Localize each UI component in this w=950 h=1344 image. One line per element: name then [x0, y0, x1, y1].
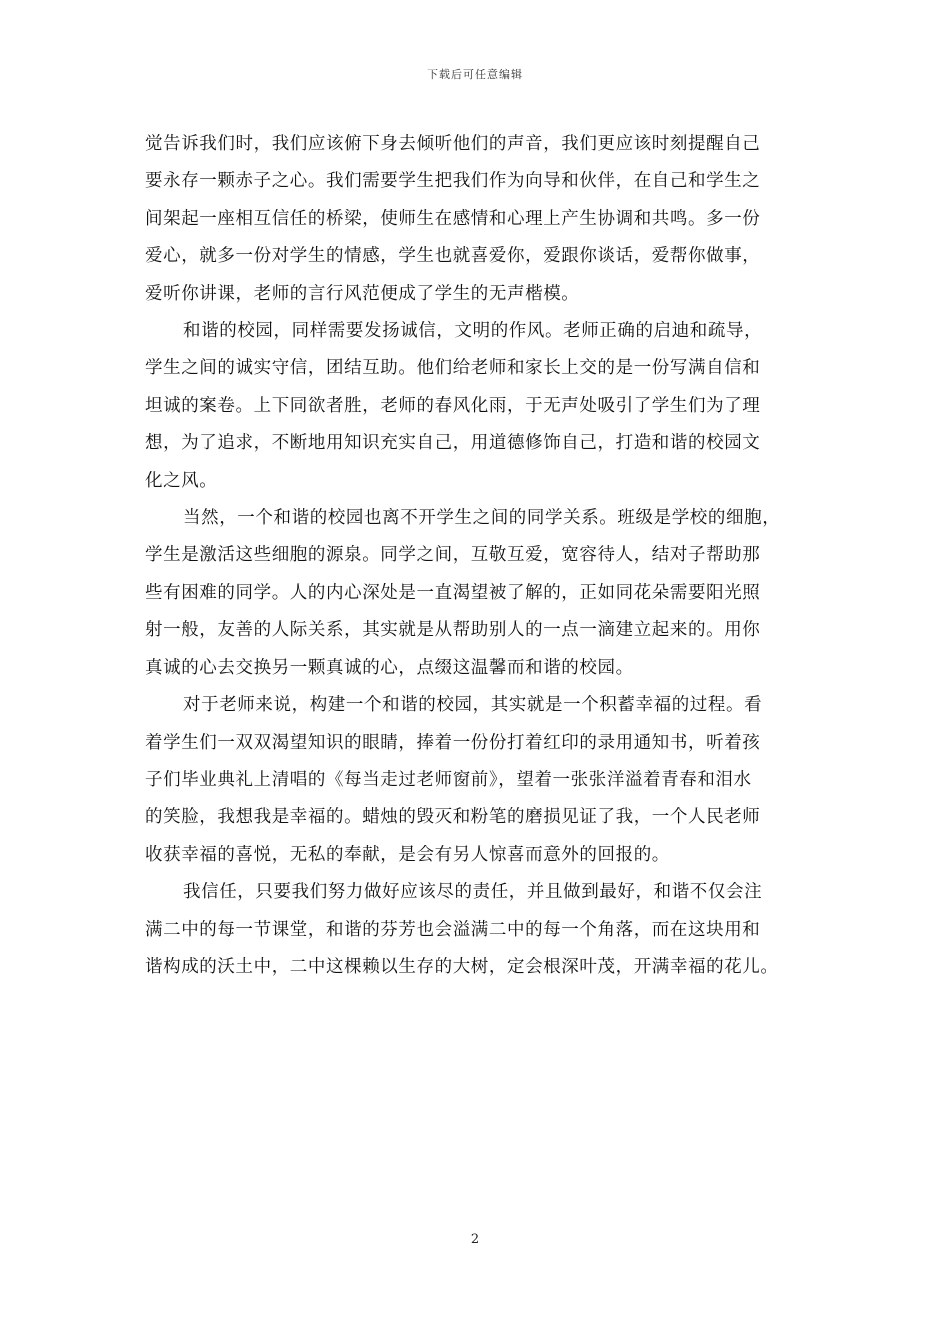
text-line: 的笑脸，我想我是幸福的。蜡烛的毁灭和粉笔的磨损见证了我，一个人民老师 [145, 807, 761, 828]
text-line: 些有困难的同学。人的内心深处是一直渴望被了解的，正如同花朵需要阳光照 [145, 582, 761, 603]
text-line: 当然，一个和谐的校园也离不开学生之间的同学关系。班级是学校的细胞， [183, 508, 781, 529]
text-line: 我信任，只要我们努力做好应该尽的责任，并且做到最好，和谐不仅会注 [183, 882, 763, 903]
text-line: 真诚的心去交换另一颗真诚的心，点缀这温馨而和谐的校园。 [145, 657, 634, 678]
text-line: 谐构成的沃土中，二中这棵赖以生存的大树，定会根深叶茂，开满幸福的花儿。 [145, 956, 779, 977]
text-line: 想，为了追求，不断地用知识充实自己，用道德修饰自己，打造和谐的校园文 [145, 433, 761, 454]
text-line: 射一般，友善的人际关系，其实就是从帮助别人的一点一滴建立起来的。用你 [145, 620, 761, 641]
text-line: 爱心，就多一份对学生的情感，学生也就喜爱你，爱跟你谈话，爱帮你做事， [145, 246, 761, 267]
page-header: 下载后可任意编辑 [427, 68, 523, 81]
text-line: 满二中的每一节课堂，和谐的芬芳也会溢满二中的每一个角落，而在这块用和 [145, 919, 761, 940]
text-line: 坦诚的案卷。上下同欲者胜，老师的春风化雨，于无声处吸引了学生们为了理 [145, 395, 761, 416]
text-line: 收获幸福的喜悦，无私的奉献，是会有另人惊喜而意外的回报的。 [145, 844, 670, 865]
document-body [145, 126, 805, 986]
text-line: 和谐的校园，同样需要发扬诚信，文明的作风。老师正确的启迪和疏导， [183, 321, 763, 342]
page-number: 2 [470, 1232, 480, 1247]
paragraph-5 [145, 874, 805, 986]
paragraph-2 [145, 313, 805, 500]
text-line: 间架起一座相互信任的桥梁，使师生在感情和心理上产生协调和共鸣。多一份 [145, 208, 761, 229]
paragraph-1 [145, 126, 805, 313]
text-line: 对于老师来说，构建一个和谐的校园，其实就是一个积蓄幸福的过程。看 [183, 695, 763, 716]
text-line: 学生之间的诚实守信，团结互助。他们给老师和家长上交的是一份写满自信和 [145, 358, 761, 379]
text-line: 爱听你讲课，老师的言行风范便成了学生的无声楷模。 [145, 283, 580, 304]
text-line: 要永存一颗赤子之心。我们需要学生把我们作为向导和伙伴，在自己和学生之 [145, 171, 761, 192]
paragraph-3 [145, 500, 805, 687]
text-line: 学生是激活这些细胞的源泉。同学之间，互敬互爱，宽容待人，结对子帮助那 [145, 545, 761, 566]
text-line: 子们毕业典礼上清唱的《每当走过老师窗前》，望着一张张洋溢着青春和泪水 [145, 769, 752, 790]
paragraph-4 [145, 687, 805, 874]
text-line: 化之风。 [145, 470, 218, 491]
text-line: 觉告诉我们时，我们应该俯下身去倾听他们的声音，我们更应该时刻提醒自己 [145, 134, 761, 154]
text-line: 着学生们一双双渴望知识的眼睛，捧着一份份打着红印的录用通知书，听着孩 [145, 732, 761, 753]
